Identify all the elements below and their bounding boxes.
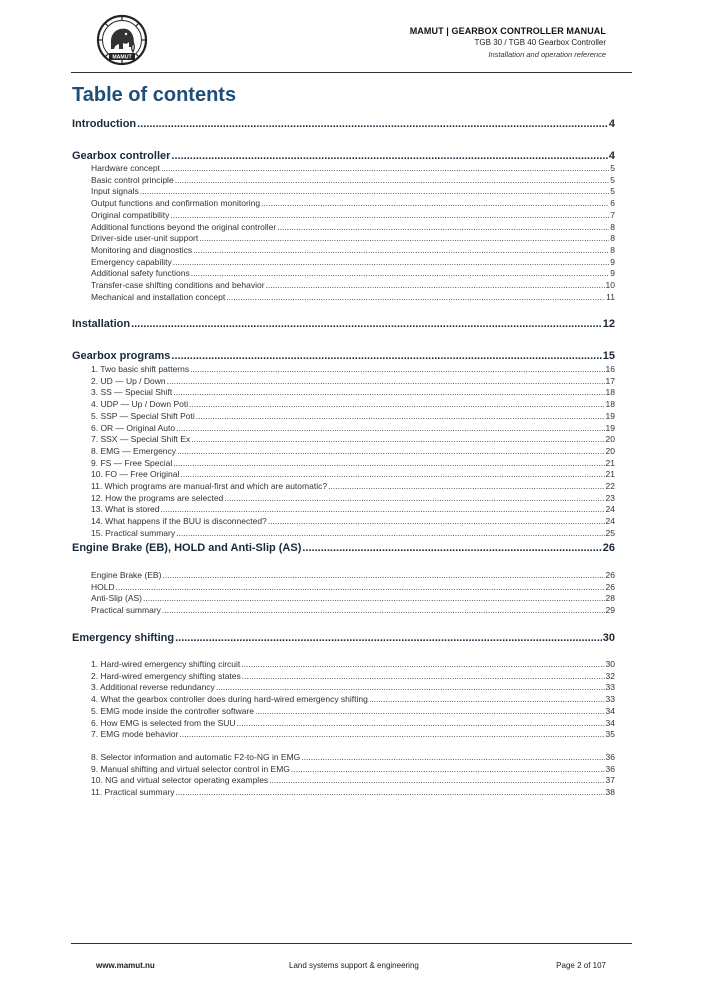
toc-subentry[interactable] [91,387,615,397]
toc-leader-dots [193,245,609,255]
toc-leader-dots [177,446,605,456]
toc-leader-dots [224,493,604,503]
toc-subentry-page: 23 [605,492,615,503]
toc-subentry-page: 9 [610,256,615,267]
toc-subentry[interactable] [91,752,615,762]
toc-subentry-label: 1. Two basic shift patterns [91,364,190,374]
toc-subentry-label: 9. FS — Free Special [91,457,173,468]
toc-leader-dots [176,528,604,538]
toc-leader-dots [116,582,605,592]
toc-subentry-label: Driver-side user-unit support [91,233,199,244]
toc-leader-dots [216,682,605,692]
toc-leader-dots [170,210,609,220]
toc-subentry[interactable] [91,233,615,243]
toc-leader-dots [167,376,605,386]
toc-subentry-page: 20 [605,434,615,445]
toc-subentry-label: 6. How EMG is selected from the SUU [91,717,236,728]
toc-subentry[interactable] [91,718,615,728]
toc-subentry-label: Transfer-case shifting conditions and behavior [91,280,265,290]
toc-leader-dots [191,434,604,444]
toc-subentry-label: HOLD [91,581,115,592]
toc-subentry[interactable] [91,764,615,774]
toc-subentry-page: 33 [605,694,615,705]
toc-subentry[interactable] [91,671,615,681]
toc-subentry-label: 9. Manual shifting and virtual selector control in EMG [91,763,290,774]
toc-leader-dots [196,411,605,421]
toc-subentry-page: 34 [605,717,615,728]
toc-subentry-page: 5 [610,174,615,185]
toc-leader-dots [199,233,609,243]
toc-leader-dots [176,423,604,433]
toc-subentry[interactable] [91,775,615,785]
toc-subentry[interactable] [91,376,615,386]
toc-subentry-page: 10 [605,280,615,290]
footer-website-link[interactable]: www.mamut.nu [96,961,155,970]
toc-subentry-page: 25 [605,527,615,538]
toc-subentry-label: Practical summary [91,605,161,616]
toc-leader-dots [140,186,610,196]
toc-leader-dots [291,764,605,774]
toc-subentry[interactable] [91,399,615,409]
toc-subentry-label: 1. Hard-wired emergency shifting circuit [91,659,241,669]
toc-subentry[interactable] [91,570,615,580]
toc-subentry[interactable] [91,245,615,255]
header-note: Installation and operation reference [488,50,606,59]
toc-subentry-label: 14. What happens if the BUU is disconnected? [91,516,267,527]
toc-entry-introduction[interactable]: Introduction ..... 4 [72,118,615,131]
toc-subentry-page: 19 [605,422,615,433]
page-title: Table of contents [72,84,237,106]
toc-leader-dots [191,268,610,278]
toc-subentry-label: Monitoring and diagnostics [91,244,193,255]
toc-subentry[interactable] [91,198,615,208]
toc-subentry-label: Emergency capability [91,256,172,267]
toc-leader-dots [143,593,605,603]
toc-subentry[interactable] [91,446,615,456]
toc-subentry-page: 22 [605,481,615,491]
toc-leader-dots [189,399,604,409]
toc-subentry-label: Mechanical and installation concept [91,291,226,302]
toc-subentry[interactable] [91,682,615,692]
toc-subentry[interactable] [91,469,615,479]
toc-subentry[interactable] [91,528,615,538]
toc-subentry[interactable] [91,423,615,433]
toc-subentry-page: 7 [610,209,615,220]
toc-subentry-page: 17 [605,375,615,386]
toc-leader-dots [175,787,604,797]
toc-subentry[interactable] [91,605,615,615]
toc-subentry[interactable] [91,175,615,185]
toc-subentry-label: 5. SSP — Special Shift Poti [91,410,195,421]
toc-subentry[interactable] [91,729,615,739]
toc-subentry-label: 4. What the gearbox controller does during hard-wired emergency shifting [91,694,368,705]
toc-subentry[interactable] [91,292,615,302]
toc-leader-dots [266,280,605,290]
toc-leader-dots [226,292,605,302]
toc-subentry[interactable] [91,593,615,603]
toc-subentry[interactable] [91,222,615,232]
toc-subentry-page: 18 [605,399,615,410]
toc-entry-emergency-shifting[interactable]: Emergency shifting ..... 30 [72,632,615,645]
toc-subentry-page: 19 [605,410,615,421]
footer-divider [71,943,632,944]
toc-subentry[interactable] [91,210,615,220]
footer-page-number: Page 2 of 107 [556,961,606,970]
toc-leader-dots [173,387,604,397]
toc-leader-dots [301,752,604,762]
toc-subentry-page: 36 [605,752,615,762]
toc-leader-dots [241,659,604,669]
toc-subentry-page: 18 [605,387,615,398]
toc-subentry-page: 6 [610,198,615,209]
toc-leader-dots [162,570,604,580]
toc-subentry-page: 26 [605,570,615,580]
toc-leader-dots [255,706,605,716]
toc-subentry-page: 5 [610,186,615,197]
toc-subentry[interactable] [91,694,615,704]
toc-leader-dots [190,364,604,374]
toc-subentry-page: 24 [605,504,615,515]
toc-subentry-label: 10. NG and virtual selector operating examples [91,775,269,786]
toc-subentry-label: 5. EMG mode inside the controller software [91,705,254,716]
toc-subentry-label: 7. SSX — Special Shift Ex [91,434,191,445]
toc-entry-gearbox-controller[interactable]: Gearbox controller ..... 4 [72,150,615,163]
toc-subentry-page: 24 [605,516,615,527]
svg-text:MAMUT: MAMUT [112,54,132,61]
header-title: MAMUT | GEARBOX CONTROLLER MANUAL [409,26,606,36]
toc-subentry-page: 38 [605,787,615,798]
toc-subentry-page: 32 [605,670,615,681]
toc-leader-dots [175,175,610,185]
toc-subentry-label: Input signals [91,186,139,197]
toc-subentry-page: 29 [605,605,615,616]
toc-subentry[interactable] [91,504,615,514]
toc-leader-dots [161,504,605,514]
toc-subentry-label: 11. Which programs are manual-first and which are automatic? [91,481,328,491]
toc-subentry-label: Hardware concept [91,163,160,173]
toc-subentry-page: 28 [605,593,615,604]
toc-subentry-label: 4. UDP — Up / Down Poti [91,399,189,410]
toc-subentry-page: 21 [605,457,615,468]
toc-subentry[interactable] [91,257,615,267]
toc-subentry[interactable] [91,787,615,797]
toc-subentry[interactable] [91,481,615,491]
toc-subentry-label: 8. EMG — Emergency [91,445,177,456]
toc-leader-dots [173,458,604,468]
toc-subentry-label: 3. Additional reverse redundancy [91,682,215,693]
footer-center-text: Land systems support & engineering [289,961,419,970]
toc-subentry[interactable] [91,364,615,374]
toc-subentry[interactable] [91,186,615,196]
toc-subentry-page: 11 [606,291,615,302]
toc-subentry-label: Anti-Slip (AS) [91,593,143,604]
toc-subentry-label: Additional functions beyond the original controller [91,221,277,232]
toc-subentry[interactable] [91,268,615,278]
toc-leader-dots [277,222,609,232]
header-subtitle: TGB 30 / TGB 40 Gearbox Controller [474,38,606,47]
toc-subentry-page: 20 [605,445,615,456]
toc-subentry-page: 34 [605,705,615,716]
toc-subentry[interactable] [91,411,615,421]
toc-leader-dots [180,469,604,479]
toc-subentry[interactable] [91,434,615,444]
toc-subentry-label: 15. Practical summary [91,527,176,538]
toc-entry-gearbox-programs[interactable]: Gearbox programs ..... 15 [72,350,615,363]
toc-subentry-page: 8 [610,244,615,255]
toc-leader-dots [242,671,605,681]
toc-entry-engine-brake[interactable]: Engine Brake (EB), HOLD and Anti-Slip (AS) ..... 26 [72,542,615,555]
toc-subentry[interactable] [91,458,615,468]
toc-leader-dots [237,718,605,728]
toc-subentry-label: Original compatibility [91,209,170,220]
table-of-contents [72,0,615,995]
toc-subentry-label: 6. OR — Original Auto [91,422,176,433]
toc-subentry[interactable] [91,706,615,716]
toc-subentry[interactable] [91,280,615,290]
toc-subentry-label: 2. Hard-wired emergency shifting states [91,670,241,681]
toc-subentry-label: 2. UD — Up / Down [91,375,166,386]
toc-subentry-label: Output functions and confirmation monitoring [91,198,261,209]
toc-leader-dots [328,481,604,491]
toc-subentry-page: 33 [605,682,615,693]
toc-subentry-page: 8 [610,233,615,244]
toc-leader-dots [161,163,609,173]
toc-subentry-label: 12. How the programs are selected [91,492,224,503]
toc-subentry-page: 9 [610,268,615,279]
toc-leader-dots [369,694,605,704]
toc-subentry[interactable] [91,582,615,592]
toc-subentry-page: 8 [610,221,615,232]
toc-subentry-page: 21 [605,469,615,480]
toc-subentry-label: Engine Brake (EB) [91,570,162,580]
toc-subentry-page: 35 [605,729,615,740]
toc-leader-dots [269,775,604,785]
toc-leader-dots [162,605,605,615]
toc-leader-dots [173,257,609,267]
toc-leader-dots [179,729,604,739]
toc-subentry-page: 16 [605,364,615,374]
toc-subentry-page: 30 [605,659,615,669]
toc-subentry-page: 26 [605,581,615,592]
toc-subentry[interactable] [91,163,615,173]
toc-subentry-label: 7. EMG mode behavior [91,729,179,740]
toc-subentry-label: 11. Practical summary [91,787,175,798]
toc-leader-dots [268,516,605,526]
toc-subentry-page: 5 [610,163,615,173]
toc-subentry-page: 36 [605,763,615,774]
toc-subentry-label: 13. What is stored [91,504,160,515]
toc-leader-dots [261,198,609,208]
toc-subentry-label: 3. SS — Special Shift [91,387,173,398]
toc-subentry-label: 10. FO — Free Original [91,469,180,480]
toc-entry-installation[interactable]: Installation ..... 12 [72,318,615,331]
toc-subentry[interactable] [91,659,615,669]
toc-subentry-label: Additional safety functions [91,268,190,279]
toc-subentry[interactable] [91,493,615,503]
toc-subentry[interactable] [91,516,615,526]
toc-subentry-label: 8. Selector information and automatic F2-to-NG in EMG [91,752,301,762]
toc-subentry-page: 37 [605,775,615,786]
toc-subentry-label: Basic control principle [91,174,174,185]
